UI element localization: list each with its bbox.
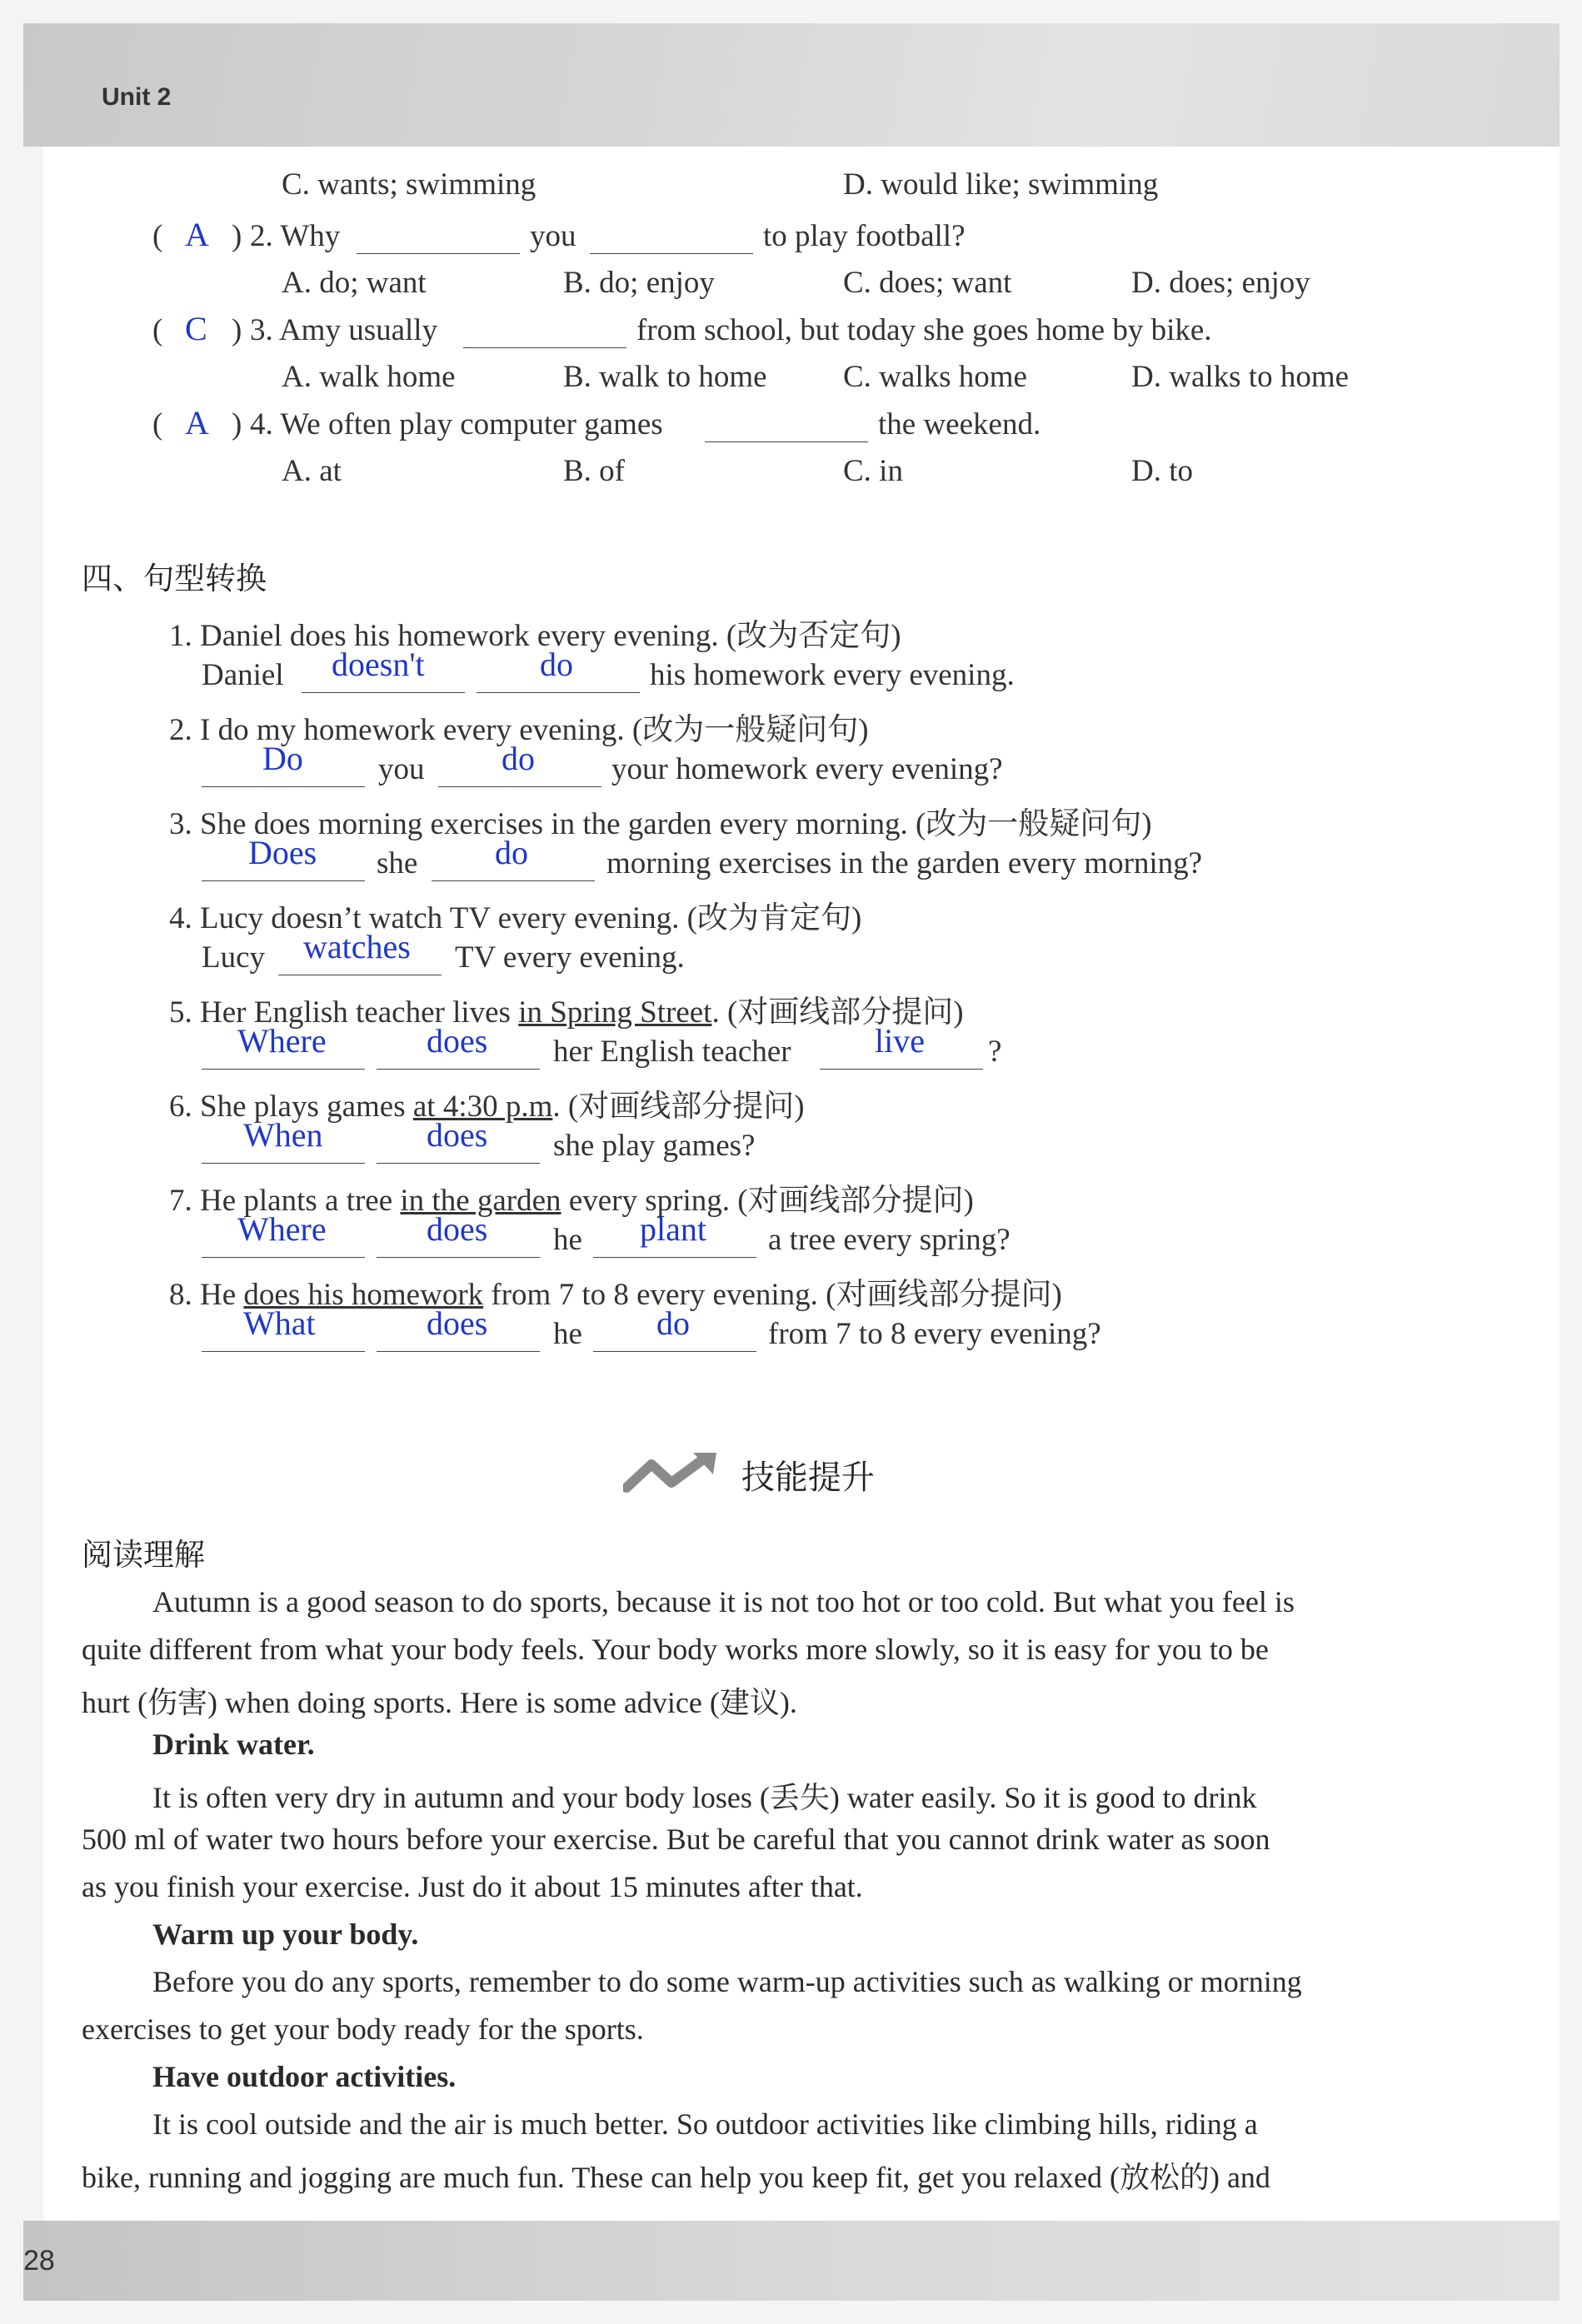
s4-item7-answer3: plant xyxy=(640,1210,706,1248)
q3-blank xyxy=(463,347,626,348)
q4-text-a: 4. We often play computer games xyxy=(250,407,663,441)
q3-option-b: B. walk to home xyxy=(563,360,767,394)
q4-option-b: B. of xyxy=(563,454,625,488)
q3-paren-open: ( xyxy=(152,313,163,347)
q4-blank xyxy=(705,441,868,442)
s4-item1-word1: Daniel xyxy=(202,658,284,692)
q1-option-d: D. would like; swimming xyxy=(843,167,1159,202)
q3-option-d: D. walks to home xyxy=(1131,360,1350,394)
q2-paren-close: ) xyxy=(232,219,242,253)
reading-line-6: as you finish your exercise. Just do it about 15 minutes after that. xyxy=(82,1870,863,1903)
q2-option-a: A. do; want xyxy=(282,266,427,300)
q2-answer: A xyxy=(185,216,209,253)
q4-text-b: the weekend. xyxy=(878,407,1041,441)
s4-item6-answer2: does xyxy=(427,1116,488,1154)
s4-item8-q-pre: 8. He xyxy=(169,1278,244,1312)
s4-item8-q-underlined: does his homework xyxy=(243,1278,484,1312)
s4-item1-answer2: do xyxy=(540,646,573,683)
reading-heading-outdoor: Have outdoor activities. xyxy=(152,2060,457,2093)
s4-item7-answer2: does xyxy=(427,1210,488,1248)
q2-blank-2 xyxy=(590,253,753,254)
q2-text-a: 2. Why xyxy=(250,219,341,253)
q3-text-b: from school, but today she goes home by bike. xyxy=(636,313,1212,347)
reading-title: 阅读理解 xyxy=(82,1537,205,1573)
s4-item7-blank3 xyxy=(593,1257,756,1258)
s4-item1-answer1: doesn't xyxy=(332,646,425,683)
q2-option-c: C. does; want xyxy=(843,266,1012,300)
q2-blank-1 xyxy=(357,253,520,254)
reading-line-7: Before you do any sports, remember to do some warm-up activities such as walking or morning xyxy=(152,1965,1302,1998)
q3-text-a: 3. Amy usually xyxy=(250,313,438,347)
q4-paren-open: ( xyxy=(152,407,163,441)
s4-item3-word1: she xyxy=(377,846,418,880)
s4-item1-blank2 xyxy=(477,692,640,693)
s4-item7-blank1 xyxy=(202,1257,365,1258)
s4-item5-answer3: live xyxy=(875,1022,925,1060)
s4-item4-word1: Lucy xyxy=(202,940,266,975)
s4-item7-word1: he xyxy=(553,1223,582,1257)
q4-paren-close: ) xyxy=(232,407,242,441)
q3-answer: C xyxy=(185,310,207,347)
s4-item7-q-post: every spring. (对画线部分提问) xyxy=(561,1184,974,1218)
s4-item7-q-pre: 7. He plants a tree xyxy=(169,1184,401,1218)
s4-item8-blank1 xyxy=(202,1351,365,1352)
reading-line-5: 500 ml of water two hours before your exercise. But be careful that you cannot drink water as soon xyxy=(82,1823,1270,1856)
unit-label: Unit 2 xyxy=(102,83,172,111)
q3-option-a: A. walk home xyxy=(282,360,456,394)
s4-item6-blank1 xyxy=(202,1163,365,1164)
s4-item4-answer1: watches xyxy=(303,928,411,965)
s4-item2-blank2 xyxy=(438,786,601,787)
s4-item2-word1: you xyxy=(378,752,425,786)
s4-item2-word2: your homework every evening? xyxy=(611,752,1003,786)
q4-option-c: C. in xyxy=(843,454,903,488)
reading-line-3: hurt (伤害) when doing sports. Here is some advice (建议). xyxy=(82,1686,797,1719)
s4-item5-blank1 xyxy=(202,1069,365,1070)
reading-heading-warm-up: Warm up your body. xyxy=(152,1918,419,1951)
s4-item1-question: 1. Daniel does his homework every evening. (改为否定句) xyxy=(169,619,901,653)
s4-item8-answer2: does xyxy=(427,1304,488,1342)
s4-item5-blank2 xyxy=(377,1069,540,1070)
s4-item8-word2: from 7 to 8 every evening? xyxy=(768,1317,1101,1351)
s4-item5-word2: ? xyxy=(988,1035,1002,1069)
s4-item3-blank1 xyxy=(202,880,365,881)
s4-item4-word2: TV every evening. xyxy=(455,940,685,975)
s4-item8-answer3: do xyxy=(656,1304,690,1342)
s4-item2-answer1: Do xyxy=(262,740,303,777)
s4-item8-blank3 xyxy=(593,1351,756,1352)
s4-item4-question: 4. Lucy doesn’t watch TV every evening. (改为肯定句) xyxy=(169,901,862,935)
s4-item6-q-post: . (对画线部分提问) xyxy=(552,1090,805,1124)
reading-line-9: It is cool outside and the air is much better. So outdoor activities like climbing hills, riding a xyxy=(152,2107,1258,2141)
s4-item5-q-post: . (对画线部分提问) xyxy=(711,995,964,1030)
reading-line-2: quite different from what your body feels. Your body works more slowly, so it is easy for you to be xyxy=(82,1633,1269,1666)
reading-heading-drink-water: Drink water. xyxy=(152,1728,315,1761)
page-number: 28 xyxy=(23,2245,55,2277)
s4-item6-answer1: When xyxy=(243,1116,323,1154)
s4-item5-blank3 xyxy=(820,1069,983,1070)
s4-item8-word1: he xyxy=(553,1317,582,1351)
s4-item3-blank2 xyxy=(432,880,595,881)
s4-item2-blank1 xyxy=(202,786,365,787)
reading-line-1: Autumn is a good season to do sports, because it is not too hot or too cold. But what you feel is xyxy=(152,1585,1295,1618)
s4-item1-word2: his homework every evening. xyxy=(650,658,1015,692)
s4-item6-q-pre: 6. She plays games xyxy=(169,1090,413,1124)
s4-item5-answer2: does xyxy=(427,1022,488,1060)
s4-item7-answer1: Where xyxy=(237,1210,327,1248)
s4-item3-word2: morning exercises in the garden every morning? xyxy=(606,846,1203,880)
trend-arrow-icon xyxy=(623,1449,720,1496)
q3-option-c: C. walks home xyxy=(843,360,1027,394)
s4-item8-q-post: from 7 to 8 every evening. (对画线部分提问) xyxy=(483,1278,1062,1312)
s4-item3-answer1: Does xyxy=(248,834,317,871)
q2-option-b: B. do; enjoy xyxy=(563,266,715,300)
s4-item2-answer2: do xyxy=(502,740,535,777)
s4-item8-blank2 xyxy=(377,1351,540,1352)
s4-item7-word2: a tree every spring? xyxy=(768,1223,1011,1257)
s4-item1-blank1 xyxy=(302,692,465,693)
section4-title: 四、句型转换 xyxy=(82,561,267,596)
header-band xyxy=(23,23,1560,147)
s4-item5-word1: her English teacher xyxy=(553,1035,791,1069)
reading-line-10: bike, running and jogging are much fun. These can help you keep fit, get you relaxed (放松的) and xyxy=(82,2161,1270,2194)
s4-item7-q-underlined: in the garden xyxy=(400,1184,561,1218)
q1-option-c: C. wants; swimming xyxy=(282,167,536,202)
s4-item5-q-pre: 5. Her English teacher lives xyxy=(169,995,519,1030)
s4-item2-question: 2. I do my homework every evening. (改为一般疑问句) xyxy=(169,713,869,747)
s4-item6-q-underlined: at 4:30 p.m xyxy=(412,1090,553,1124)
q2-paren-open: ( xyxy=(152,219,163,253)
footer-band xyxy=(23,2221,1560,2301)
skills-title: 技能提升 xyxy=(741,1459,875,1497)
q4-option-a: A. at xyxy=(282,454,342,488)
s4-item6-blank2 xyxy=(377,1163,540,1164)
q4-answer: A xyxy=(185,404,209,441)
s4-item5-answer1: Where xyxy=(237,1022,327,1060)
q2-text-b: you xyxy=(530,219,576,253)
q2-text-c: to play football? xyxy=(763,219,966,253)
q4-option-d: D. to xyxy=(1131,454,1193,488)
q2-option-d: D. does; enjoy xyxy=(1131,266,1310,300)
s4-item8-answer1: What xyxy=(243,1304,316,1342)
s4-item6-word1: she play games? xyxy=(553,1129,756,1163)
reading-line-4: It is often very dry in autumn and your body loses (丢失) water easily. So it is good to drink xyxy=(152,1781,1257,1814)
reading-line-8: exercises to get your body ready for the sports. xyxy=(82,2012,644,2046)
s4-item3-question: 3. She does morning exercises in the garden every morning. (改为一般疑问句) xyxy=(169,807,1152,841)
s4-item7-blank2 xyxy=(377,1257,540,1258)
q3-paren-close: ) xyxy=(232,313,242,347)
s4-item5-q-underlined: in Spring Street xyxy=(518,995,712,1030)
s4-item3-answer2: do xyxy=(495,834,528,871)
